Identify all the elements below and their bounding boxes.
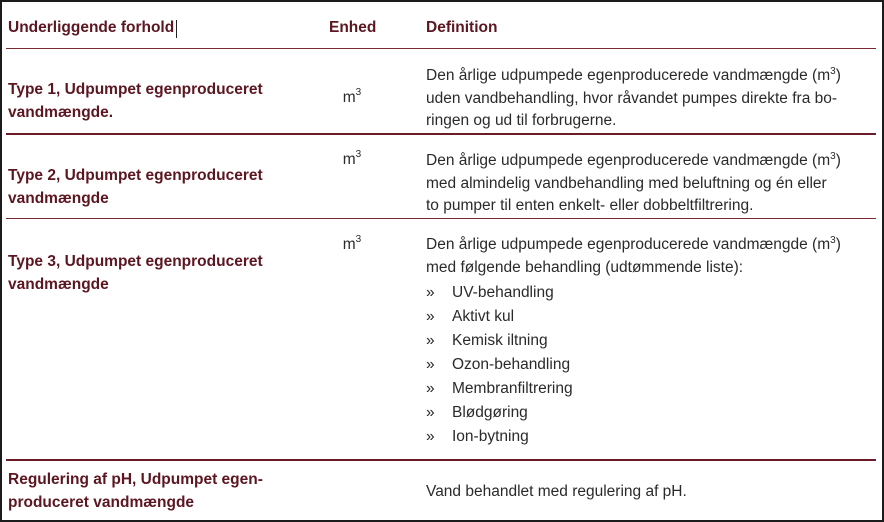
list-item: » Ion-bytning bbox=[426, 428, 529, 445]
row3-label: Type 3, Udpumpet egenproduceret vandmængde bbox=[8, 253, 263, 293]
row2-divider bbox=[6, 218, 876, 219]
header-underliggende-forhold: Underliggende forhold bbox=[8, 19, 175, 36]
row1-definition: Den årlige udpumpede egenproducerede vandmængde $(m^3)$ uden vandbehandling, hvor råvandet pumpes direkte fra bo- ringen og ud til forbrugerne. bbox=[426, 66, 841, 130]
list-item: » Membranfiltrering bbox=[426, 380, 573, 397]
list-item: » Blødgøring bbox=[426, 404, 528, 421]
row2-label: Type 2, Udpumpet egenproduceret vandmængde bbox=[8, 167, 263, 207]
text-caret bbox=[176, 20, 177, 38]
row3-bullet-list bbox=[426, 281, 573, 449]
header-enhed: Enhed bbox=[329, 19, 377, 36]
row3-definition: Den årlige udpumpede egenproducerede vandmængde $(m^3)$ med følgende behandling (udtømmende liste): bbox=[426, 235, 841, 276]
header-definition: Definition bbox=[426, 19, 498, 36]
row3-divider bbox=[6, 459, 876, 461]
row2-unit: $m^3$ bbox=[342, 149, 362, 169]
list-item: » UV-behandling bbox=[426, 284, 554, 301]
list-item: » Aktivt kul bbox=[426, 308, 515, 325]
row1-label: Type 1, Udpumpet egenproduceret vandmængde. bbox=[8, 81, 263, 121]
row1-unit: $m^3$ bbox=[342, 87, 362, 107]
header-divider bbox=[6, 48, 876, 49]
row1-divider bbox=[6, 133, 876, 135]
row3-unit: $m^3$ bbox=[342, 234, 362, 254]
list-item: » Ozon-behandling bbox=[426, 356, 571, 373]
row4-label: Regulering af pH, Udpumpet egen- produceret vandmængde bbox=[8, 471, 263, 511]
list-item: » Kemisk iltning bbox=[426, 332, 548, 349]
row4-definition: Vand behandlet med regulering af pH. bbox=[426, 483, 687, 500]
row2-definition: Den årlige udpumpede egenproducerede vandmængde $(m^3)$ med almindelig vandbehandling med beluftning og én eller to pumper til enten enkelt- eller dobbeltfiltrering. bbox=[426, 151, 841, 215]
